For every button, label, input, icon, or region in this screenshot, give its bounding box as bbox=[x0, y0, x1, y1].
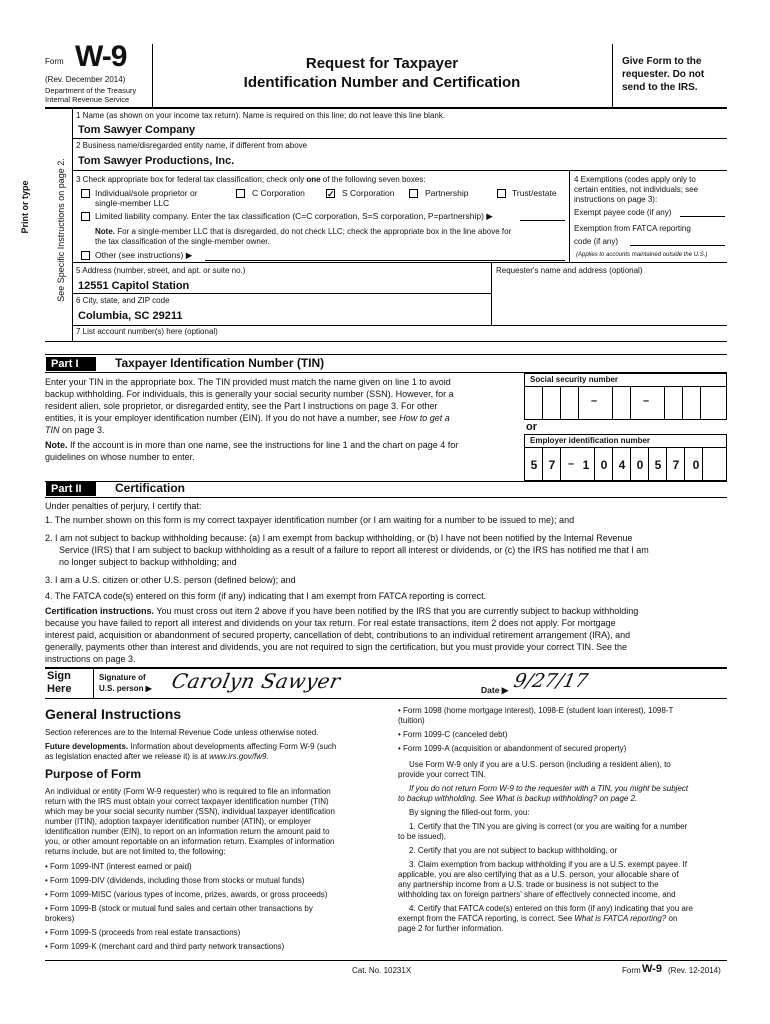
not-return-1: If you do not return Form W-9 to the requester with a TIN, you might be subject bbox=[409, 784, 689, 793]
line3-note-2: the tax classification of the single-member owner. bbox=[95, 237, 270, 246]
line1-label: 1 Name (as shown on your income tax return). Name is required on this line; do not leave this line blank. bbox=[76, 111, 446, 120]
exemptions-2: certain entities, not individuals; see bbox=[574, 185, 699, 194]
part1-text-4: entities, it is your employer identification number (EIN). If you do not have a number, see How to get a bbox=[45, 413, 450, 423]
checkbox-trust-estate[interactable] bbox=[497, 189, 506, 198]
other-field[interactable] bbox=[205, 260, 565, 261]
line3-note-1: Note. For a single-member LLC that is disregarded, do not check LLC; check the appropriate box in the line above for bbox=[95, 227, 512, 236]
certify-1b: to be issued), bbox=[398, 832, 447, 841]
purpose-line: number (ITIN), adoption taxpayer identification number (ATIN), or employer bbox=[45, 817, 311, 826]
cert-2a: 2. I am not subject to backup withholding because: (a) I am exempt from backup withholding, or (b) I have not been notified by the Internal Revenue bbox=[45, 533, 633, 543]
individual-label-2: single-member LLC bbox=[95, 198, 170, 208]
line2-label: 2 Business name/disregarded entity name, if different from above bbox=[76, 141, 308, 150]
form-number: W-9 bbox=[75, 40, 127, 73]
cert-instr-5: instructions on page 3. bbox=[45, 654, 136, 664]
exempt-payee-field[interactable] bbox=[680, 216, 725, 217]
footer-rev: (Rev. 12-2014) bbox=[668, 966, 721, 975]
cert-4: 4. The FATCA code(s) entered on this form (if any) indicating that I am exempt from FATCA reporting is correct. bbox=[45, 591, 487, 601]
here-label: Here bbox=[47, 683, 72, 695]
cert-2b: Service (IRS) that I am subject to backup withholding as a result of a failure to report all interest or dividends, or (c) the IRS has notified me that I am bbox=[59, 545, 649, 555]
ein-digit: 5 bbox=[654, 458, 662, 472]
line1-name-field[interactable]: Tom Sawyer Company bbox=[78, 124, 196, 136]
exemptions-1: 4 Exemptions (codes apply only to bbox=[574, 175, 696, 184]
llc-label: Limited liability company. Enter the tax classification (C=C corporation, S=S corporation, P=partnership) ▶ bbox=[95, 211, 493, 221]
gi-section-refs: Section references are to the Internal Revenue Code unless otherwise noted. bbox=[45, 728, 319, 737]
dept-1: Department of the Treasury bbox=[45, 86, 137, 95]
exempt-payee-label: Exempt payee code (if any) bbox=[574, 208, 672, 217]
not-return-2: to backup withholding. See What is backup withholding? on page 2. bbox=[398, 794, 638, 803]
see-specific-instructions: See Specific Instructions on page 2. bbox=[56, 158, 66, 302]
certify-2: 2. Certify that you are not subject to backup withholding, or bbox=[409, 846, 618, 855]
future-dev-2: as legislation enacted after we release it) is at www.irs.gov/fw9. bbox=[45, 752, 269, 761]
ssn-label: Social security number bbox=[530, 375, 619, 384]
form-word: Form bbox=[45, 57, 64, 66]
ein-digit: 5 bbox=[530, 458, 538, 472]
future-dev-1: Future developments. Information about developments affecting Form W-9 (such bbox=[45, 742, 337, 751]
checkbox-llc[interactable] bbox=[81, 212, 90, 221]
s-corporation-label: S Corporation bbox=[342, 188, 395, 198]
bullet-1099-div: • Form 1099-DIV (dividends, including those from stocks or mutual funds) bbox=[45, 876, 305, 885]
llc-classification-field[interactable] bbox=[520, 220, 565, 221]
rev-date: (Rev. December 2014) bbox=[45, 75, 126, 84]
checkbox-individual[interactable] bbox=[81, 189, 90, 198]
part1-text-5: TIN on page 3. bbox=[45, 425, 105, 435]
part1-tag: Part I bbox=[46, 357, 96, 371]
certify-4b: exempt from the FATCA reporting, is correct. See What is FATCA reporting? on bbox=[398, 914, 678, 923]
print-or-type: Print or type bbox=[20, 180, 30, 234]
part2-title: Certification bbox=[115, 481, 186, 495]
fatca-code-field[interactable] bbox=[630, 245, 725, 246]
under-penalties: Under penalties of perjury, I certify that: bbox=[45, 501, 202, 511]
other-label: Other (see instructions) ▶ bbox=[95, 250, 193, 260]
ein-digit: 1 bbox=[582, 458, 590, 472]
part2-tag: Part II bbox=[46, 482, 96, 496]
ssn-dash-1: – bbox=[591, 395, 598, 407]
use-w9-2: provide your correct TIN. bbox=[398, 770, 486, 779]
signature-label-2: U.S. person ▶ bbox=[99, 684, 152, 693]
footer-form-word: Form bbox=[622, 966, 641, 975]
date-field[interactable]: 9/27/17 bbox=[511, 670, 590, 692]
part1-note-2: guidelines on whose number to enter. bbox=[45, 452, 195, 462]
claim-3b: applicable, you are also certifying that as a U.S. person, your allocable share of bbox=[398, 870, 679, 879]
line5-address-field[interactable]: 12551 Capitol Station bbox=[78, 280, 190, 292]
dept-2: Internal Revenue Service bbox=[45, 95, 130, 104]
checkbox-other[interactable] bbox=[81, 251, 90, 260]
bullet-1099-int: • Form 1099-INT (interest earned or paid) bbox=[45, 862, 192, 871]
checkbox-c-corporation[interactable] bbox=[236, 189, 245, 198]
by-signing: By signing the filled-out form, you: bbox=[409, 808, 530, 817]
general-instructions-title: General Instructions bbox=[45, 706, 182, 722]
give-form-2: requester. Do not bbox=[622, 69, 705, 80]
purpose-title: Purpose of Form bbox=[45, 767, 142, 781]
purpose-line: returns include, but are not limited to, the following: bbox=[45, 847, 226, 856]
certify-1a: 1. Certify that the TIN you are giving is correct (or you are waiting for a number bbox=[409, 822, 688, 831]
footer-form-number: W-9 bbox=[642, 963, 662, 975]
ein-digit: 0 bbox=[692, 458, 700, 472]
bullet-1099-misc: • Form 1099-MISC (various types of income, prizes, awards, or gross proceeds) bbox=[45, 890, 328, 899]
bullet-1099-k: • Form 1099-K (merchant card and third party network transactions) bbox=[45, 942, 285, 951]
bullet-1099-b: • Form 1099-B (stock or mutual fund sales and certain other transactions by bbox=[45, 904, 313, 913]
part1-text-1: Enter your TIN in the appropriate box. The TIN provided must match the name given on line 1 to avoid bbox=[45, 377, 451, 387]
cat-number: Cat. No. 10231X bbox=[352, 966, 412, 975]
purpose-line: identification number (EIN), to report on an information return the amount paid to bbox=[45, 827, 330, 836]
bullet-1098: • Form 1098 (home mortgage interest), 1098-E (student loan interest), 1098-T bbox=[398, 706, 674, 715]
bullet-1098-2: (tuition) bbox=[398, 716, 425, 725]
requester-label: Requester's name and address (optional) bbox=[496, 266, 643, 275]
title-line-2: Identification Number and Certification bbox=[243, 74, 521, 91]
individual-label: Individual/sole proprietor or bbox=[95, 188, 198, 198]
line3-label: 3 Check appropriate box for federal tax classification; check only one of the following seven boxes: bbox=[76, 175, 426, 184]
bullet-1099-a: • Form 1099-A (acquisition or abandonment of secured property) bbox=[398, 744, 627, 753]
part1-text-3: resident alien, sole proprietor, or disregarded entity, see the Part I instructions on page 3. For other bbox=[45, 401, 438, 411]
fatca-label-2: code (if any) bbox=[574, 237, 619, 246]
cert-3: 3. I am a U.S. citizen or other U.S. person (defined below); and bbox=[45, 575, 296, 585]
give-form-3: send to the IRS. bbox=[622, 82, 698, 93]
ein-dash: – bbox=[568, 458, 575, 470]
line5-label: 5 Address (number, street, and apt. or suite no.) bbox=[76, 266, 246, 275]
part1-note-1: Note. If the account is in more than one name, see the instructions for line 1 and the chart on page 4 for bbox=[45, 440, 459, 450]
title-line-1: Request for Taxpayer bbox=[305, 55, 459, 72]
give-form-1: Give Form to the bbox=[622, 56, 702, 67]
or-label: or bbox=[526, 421, 537, 433]
sign-label: Sign bbox=[47, 670, 71, 682]
date-label: Date ▶ bbox=[481, 685, 509, 695]
ein-digit: 0 bbox=[600, 458, 608, 472]
applies-note: (Applies to accounts maintained outside the U.S.) bbox=[576, 252, 708, 258]
trust-estate-label: Trust/estate bbox=[512, 188, 557, 198]
certify-4c: page 2 for further information. bbox=[398, 924, 504, 933]
certify-4a: 4. Certify that FATCA code(s) entered on this form (if any) indicating that you are bbox=[409, 904, 693, 913]
ein-digit: 7 bbox=[548, 458, 556, 472]
fatca-label-1: Exemption from FATCA reporting bbox=[574, 224, 691, 233]
ein-digit: 0 bbox=[636, 458, 644, 472]
ein-label: Employer identification number bbox=[530, 436, 651, 445]
line2-business-field[interactable]: Tom Sawyer Productions, Inc. bbox=[78, 155, 235, 167]
exemptions-3: instructions on page 3): bbox=[574, 195, 658, 204]
purpose-line: An individual or entity (Form W-9 requester) who is required to file an information bbox=[45, 787, 331, 796]
signature-field[interactable]: Carolyn Sawyer bbox=[169, 669, 343, 693]
claim-3c: any partnership income from a U.S. trade or business is not subject to the bbox=[398, 880, 659, 889]
cert-instr-1: Certification instructions. You must cross out item 2 above if you have been notified by the IRS that you are currently subject to backup withholding bbox=[45, 606, 639, 616]
purpose-line: which may be your social security number (SSN), individual taxpayer identification bbox=[45, 807, 335, 816]
bullet-1099-c: • Form 1099-C (canceled debt) bbox=[398, 730, 508, 739]
claim-3a: 3. Claim exemption from backup withholding if you are a U.S. exempt payee. If bbox=[409, 860, 687, 869]
part1-text-2: backup withholding. For individuals, this is generally your social security number (SSN). However, for a bbox=[45, 389, 454, 399]
cert-instr-4: generally, payments other than interest and dividends, you are not required to sign the certification, but you must provide your correct TIN. See the bbox=[45, 642, 627, 652]
cert-instr-3: interest paid, acquisition or abandonment of secured property, cancellation of debt, contributions to an individual retirement arrangement (IRA), and bbox=[45, 630, 631, 640]
bullet-1099-s: • Form 1099-S (proceeds from real estate transactions) bbox=[45, 928, 241, 937]
cert-instr-2: because you have failed to report all interest and dividends on your tax return. For real estate transactions, item 2 does not apply. For mortgage bbox=[45, 618, 616, 628]
use-w9-1: Use Form W-9 only if you are a U.S. person (including a resident alien), to bbox=[409, 760, 671, 769]
checkbox-s-corporation[interactable]: ✓ bbox=[327, 189, 335, 199]
part1-title: Taxpayer Identification Number (TIN) bbox=[115, 356, 325, 370]
claim-3d: withholding tax on foreign partners' share of effectively connected income, and bbox=[398, 890, 676, 899]
ein-digit: 4 bbox=[618, 458, 626, 472]
line7-label: 7 List account number(s) here (optional) bbox=[76, 327, 218, 336]
c-corporation-label: C Corporation bbox=[252, 188, 305, 198]
partnership-label: Partnership bbox=[425, 188, 469, 198]
ein-digit: 7 bbox=[672, 458, 680, 472]
checkbox-partnership[interactable] bbox=[409, 189, 418, 198]
cert-1: 1. The number shown on this form is my correct taxpayer identification number (or I am waiting for a number to be issued to me); and bbox=[45, 515, 575, 525]
line6-label: 6 City, state, and ZIP code bbox=[76, 296, 170, 305]
line6-city-field[interactable]: Columbia, SC 29211 bbox=[78, 310, 183, 322]
ssn-field[interactable] bbox=[524, 387, 727, 420]
bullet-1099-b-2: brokers) bbox=[45, 914, 75, 923]
purpose-line: you, or other amount reportable on an information return. Examples of information bbox=[45, 837, 335, 846]
cert-2c: no longer subject to backup withholding; and bbox=[59, 557, 237, 567]
purpose-line: return with the IRS must obtain your correct taxpayer identification number (TIN) bbox=[45, 797, 329, 806]
ssn-dash-2: – bbox=[643, 395, 650, 407]
signature-label-1: Signature of bbox=[99, 673, 146, 682]
